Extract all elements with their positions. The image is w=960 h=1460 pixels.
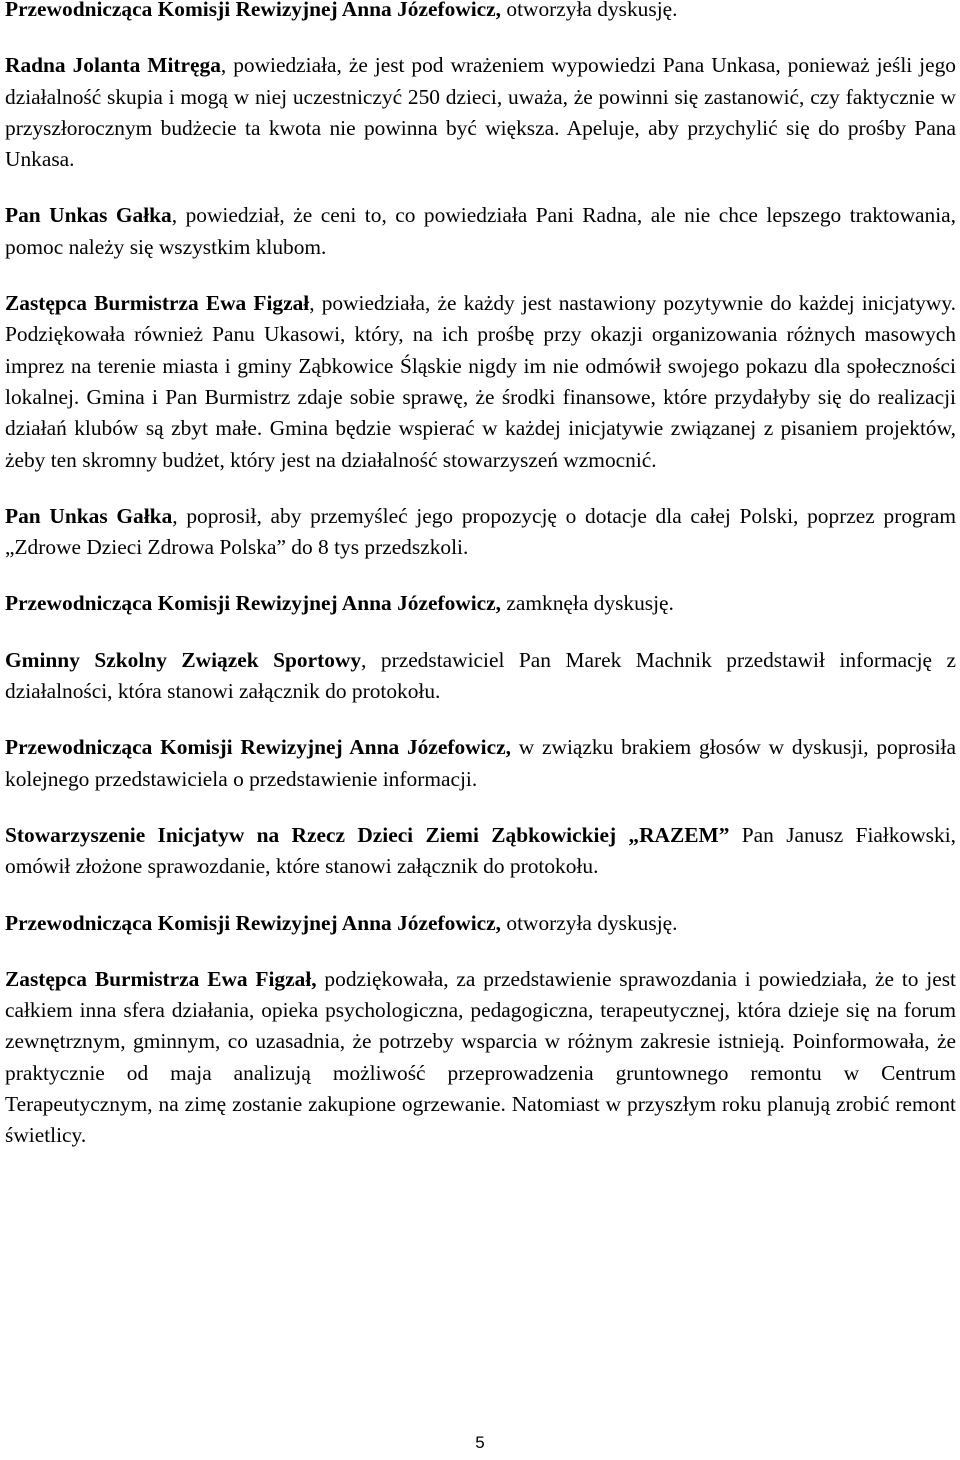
speaker-name: Przewodnicząca Komisji Rewizyjnej Anna Józefowicz, bbox=[5, 0, 502, 21]
paragraph-text: otworzyła dyskusję. bbox=[501, 910, 678, 935]
paragraph-text: Pan Janusz Fiałkowski, omówił złożone sprawozdanie, które stanowi załącznik do protokołu. bbox=[5, 822, 956, 879]
paragraph-3 bbox=[5, 200, 956, 263]
speaker-name: Zastępca Burmistrza Ewa Figzał bbox=[5, 291, 310, 316]
speaker-name: Stowarzyszenie Inicjatyw na Rzecz Dzieci Ziemi Ząbkowickiej „RAZEM” bbox=[5, 822, 730, 847]
speaker-name: Pan Unkas Gałka bbox=[5, 203, 172, 228]
speaker-name: Pan Unkas Gałka bbox=[5, 503, 173, 528]
speaker-name: Przewodnicząca Komisji Rewizyjnej Anna Józefowicz, bbox=[5, 735, 511, 760]
paragraph-text: , powiedziała, że każdy jest nastawiony pozytywnie do każdej inicjatywy. Podziękowała również Panu Ukasowi, który, na ich prośbę przy okazji organizowania różnych masowych imprez na terenie miasta i gminy Ząbkowice Śląskie nigdy im nie odmówił swojego pokazu dla społeczności lokalnej. Gmina i Pan Burmistrz zdaje sobie sprawę, że środki finansowe, które przydałyby się do realizacji działań klubów są zbyt małe. Gmina będzie wspierać w każdej inicjatywie związanej z pisaniem projektów, żeby ten skromny budżet, który jest na działalność stowarzyszeń wzmocnić. bbox=[5, 291, 956, 472]
speaker-name: Gminny Szkolny Związek Sportowy bbox=[5, 647, 362, 672]
speaker-name: Zastępca Burmistrza Ewa Figzał, bbox=[5, 966, 317, 991]
paragraph-text: , przedstawiciel Pan Marek Machnik przedstawił informację z działalności, która stanowi załącznik do protokołu. bbox=[5, 647, 956, 704]
paragraph-4 bbox=[5, 288, 956, 476]
paragraph-text: , powiedziała, że jest pod wrażeniem wypowiedzi Pana Unkasa, ponieważ jeśli jego działalność skupia i mogą w niej uczestniczyć 250 dzieci, uważa, że powinni się zastanowić, czy faktycznie w przyszłorocznym budżecie ta kwota nie powinna być większa. Apeluje, aby przychylić się do prośby Pana Unkasa. bbox=[5, 53, 956, 172]
paragraph-5 bbox=[5, 501, 956, 564]
speaker-name: Przewodnicząca Komisji Rewizyjnej Anna Józefowicz, bbox=[5, 591, 502, 616]
paragraph-8 bbox=[5, 732, 956, 795]
paragraph-text: zamknęła dyskusję. bbox=[501, 591, 674, 616]
speaker-name: Przewodnicząca Komisji Rewizyjnej Anna Józefowicz, bbox=[5, 910, 502, 935]
paragraph-text: , powiedział, że ceni to, co powiedziała Pani Radna, ale nie chce lepszego traktowania, pomoc należy się wszystkim klubom. bbox=[5, 203, 957, 259]
paragraph-9 bbox=[5, 820, 956, 883]
paragraph-11 bbox=[5, 964, 956, 1152]
page-number: 5 bbox=[475, 1433, 485, 1452]
paragraph-text: , poprosił, aby przemyśleć jego propozycję o dotacje dla całej Polski, poprzez program „Zdrowe Dzieci Zdrowa Polska” do 8 tys przedszkoli. bbox=[5, 503, 957, 560]
paragraph-6 bbox=[5, 588, 956, 619]
paragraph-text: otworzyła dyskusję. bbox=[501, 0, 678, 21]
paragraph-2 bbox=[5, 50, 956, 175]
paragraph-text: w związku brakiem głosów w dyskusji, poprosiła kolejnego przedstawiciela o przedstawienie informacji. bbox=[5, 735, 956, 791]
paragraph-text: podziękowała, za przedstawienie sprawozdania i powiedziała, że to jest całkiem inna sfera działania, opieka psychologiczna, pedagogiczna, terapeutycznej, która dzieje się na forum zewnętrznym, gminnym, co uzasadnia, że potrzeby wsparcia w różnym zakresie istnieją. Poinformowała, że praktycznie od maja analizują możliwość przeprowadzenia gruntownego remontu w Centrum Terapeutycznym, na zimę zostanie zakupione ogrzewanie. Natomiast w przyszłym roku planują zrobić remont świetlicy. bbox=[5, 966, 956, 1148]
paragraph-1 bbox=[5, 0, 956, 25]
paragraph-7 bbox=[5, 645, 956, 708]
speaker-name: Radna Jolanta Mitręga bbox=[5, 53, 221, 78]
paragraph-10 bbox=[5, 908, 956, 939]
